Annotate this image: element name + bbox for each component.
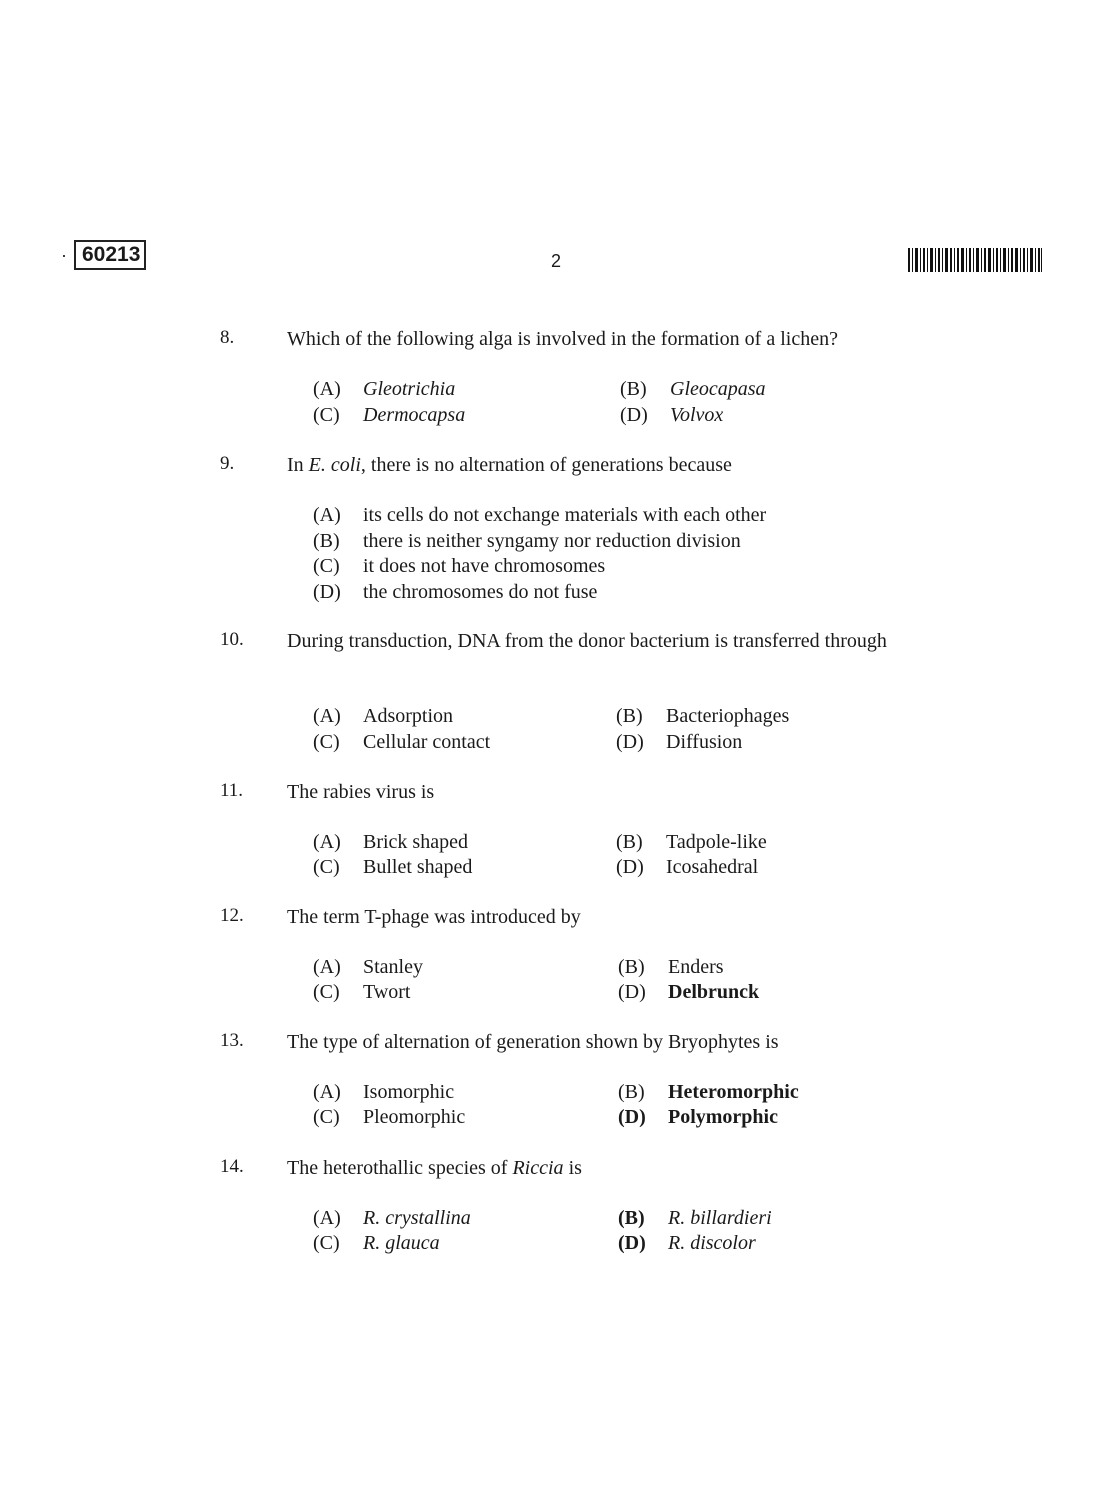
barcode-icon: [908, 248, 1042, 272]
question-text: Which of the following alga is involved in the formation of a lichen?: [287, 328, 838, 350]
question-number: 13.: [220, 1030, 244, 1051]
option-b: (B) Bacteriophages: [616, 705, 790, 727]
option-c: (C) Cellular contact: [313, 731, 491, 753]
option-a: (A) Isomorphic: [313, 1081, 455, 1103]
option-c: (C) Bullet shaped: [313, 856, 473, 878]
question-number: 9.: [220, 453, 235, 474]
question-text: The rabies virus is: [287, 781, 435, 803]
option-a: (A) Stanley: [313, 956, 423, 978]
option-c: (C) R. glauca: [313, 1232, 440, 1254]
page-number: 2: [551, 251, 562, 271]
option-b: (B) Tadpole-like: [616, 831, 767, 853]
option-b: (B) Heteromorphic: [618, 1081, 799, 1103]
question-number: 10.: [220, 629, 244, 650]
option-b: (B) R. billardieri: [618, 1207, 772, 1229]
option-d: (D) Polymorphic: [618, 1106, 778, 1128]
option-c: (C) it does not have chromosomes: [313, 555, 606, 577]
option-d: (D) Volvox: [620, 404, 724, 426]
option-c: (C) Dermocapsa: [313, 404, 466, 426]
option-a: (A) R. crystallina: [313, 1207, 471, 1229]
option-d: (D) R. discolor: [618, 1232, 756, 1254]
question-text: The term T-phage was introduced by: [287, 906, 581, 928]
question-number: 11.: [220, 780, 244, 801]
question-text: The type of alternation of generation shown by Bryophytes is: [287, 1031, 779, 1053]
header-dot: ·: [61, 245, 67, 265]
question-number: 8.: [220, 327, 235, 348]
option-d: (D) the chromosomes do not fuse: [313, 581, 598, 603]
option-b: (B) there is neither syngamy nor reduction division: [313, 530, 741, 552]
paper-code: 60213: [74, 240, 146, 270]
option-a: (A) Adsorption: [313, 705, 453, 727]
option-d: (D) Icosahedral: [616, 856, 759, 878]
page-header: [0, 236, 1105, 276]
option-a: (A) Gleotrichia: [313, 378, 456, 400]
option-c: (C) Twort: [313, 981, 411, 1003]
option-a: (A) its cells do not exchange materials with each other: [313, 504, 767, 526]
option-b: (B) Enders: [618, 956, 724, 978]
question-text: During transduction, DNA from the donor bacterium is transferred through: [287, 630, 887, 652]
option-a: (A) Brick shaped: [313, 831, 468, 853]
option-b: (B) Gleocapasa: [620, 378, 766, 400]
question-text: The heterothallic species of Riccia is: [287, 1157, 582, 1179]
question-text: In E. coli, there is no alternation of generations because: [287, 454, 732, 476]
question-number: 12.: [220, 905, 244, 926]
option-c: (C) Pleomorphic: [313, 1106, 466, 1128]
question-number: 14.: [220, 1156, 244, 1177]
option-d: (D) Delbrunck: [618, 981, 760, 1003]
option-d: (D) Diffusion: [616, 731, 743, 753]
